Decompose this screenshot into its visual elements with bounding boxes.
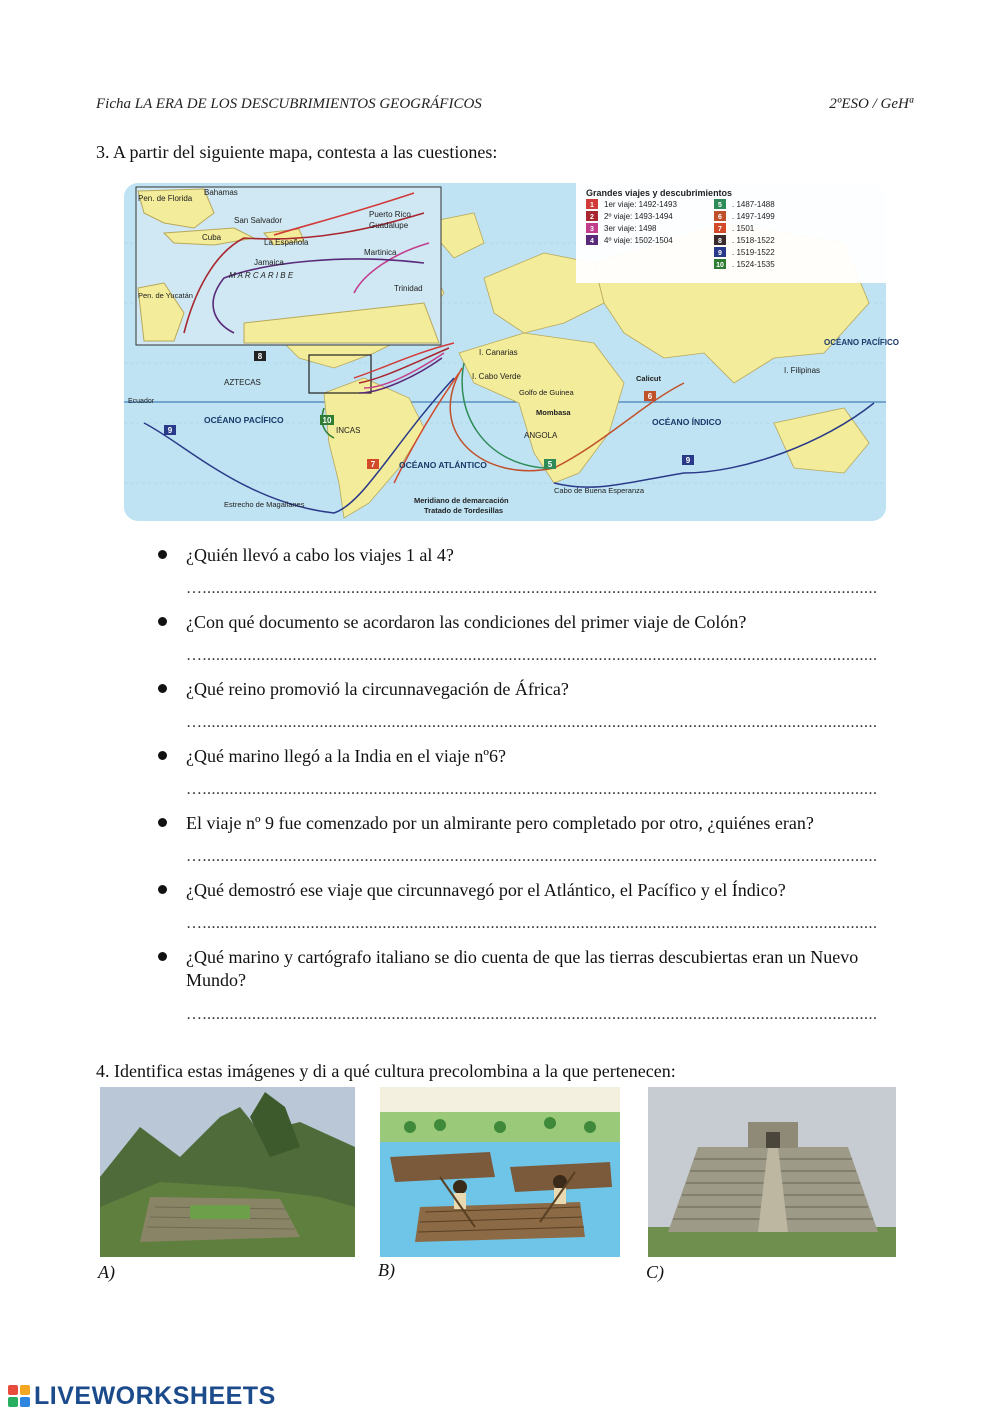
bullet-icon xyxy=(158,952,167,961)
question-text: ¿Qué reino promovió la circunnavegación de África? xyxy=(186,679,569,699)
map-label-jamaica: Jamaica xyxy=(254,258,284,267)
answer-line[interactable]: …...................................................................................................................................................... xyxy=(186,781,878,798)
legend-label: 3er viaje: 1498 xyxy=(604,224,657,233)
svg-text:8: 8 xyxy=(257,352,263,361)
map-label-oceano-atlantico: OCÉANO ATLÁNTICO xyxy=(399,460,487,470)
map-label-trinidad: Trinidad xyxy=(394,284,423,293)
map-label-oceano-pacifico-w: OCÉANO PACÍFICO xyxy=(204,415,284,425)
legend-number: 3 xyxy=(590,226,594,233)
map-label-martinica: Martinica xyxy=(364,248,397,257)
map-label-filipinas: I. Filipinas xyxy=(784,366,821,375)
question-text: El viaje nº 9 fue comenzado por un almirante pero completado por otro, ¿quiénes eran? xyxy=(186,813,814,833)
map-label-cabo-verde: I. Cabo Verde xyxy=(472,372,521,381)
legend-number: 2 xyxy=(590,214,594,221)
map-label-puerto-rico: Puerto Rico xyxy=(369,210,411,219)
map-label-ecuador: Ecuador xyxy=(128,398,155,405)
map-label-cuba: Cuba xyxy=(202,233,222,242)
legend-label: 1er viaje: 1492-1493 xyxy=(604,200,677,209)
map-label-florida: Pen. de Florida xyxy=(138,194,193,203)
legend-label: . 1524-1535 xyxy=(732,260,775,269)
map-label-san-salvador: San Salvador xyxy=(234,216,283,225)
section-4-title: 4. Identifica estas imágenes y di a qué cultura precolombina a la que pertenecen: xyxy=(96,1061,676,1081)
svg-text:7: 7 xyxy=(370,460,376,469)
image-c-chichen-itza xyxy=(648,1087,896,1257)
map-label-mar-caribe: M A R C A R I B E xyxy=(229,271,294,280)
map-label-tordesillas: Tratado de Tordesillas xyxy=(424,506,504,515)
legend-label: . 1519-1522 xyxy=(732,248,775,257)
question-text: ¿Con qué documento se acordaron las condiciones del primer viaje de Colón? xyxy=(186,612,747,632)
legend-label: . 1501 xyxy=(732,224,755,233)
voyages-map xyxy=(124,183,899,521)
map-label-calicut: Calicut xyxy=(636,374,662,383)
legend-label: . 1487-1488 xyxy=(732,200,775,209)
svg-text:10: 10 xyxy=(322,416,332,425)
svg-text:6: 6 xyxy=(647,392,653,401)
map-label-espanola: La Española xyxy=(264,238,309,247)
map-label-oceano-pacifico-e: OCÉANO PACÍFICO xyxy=(824,338,899,347)
map-label-cabo-esperanza: Cabo de Buena Esperanza xyxy=(554,486,645,495)
legend-number: 10 xyxy=(716,262,724,269)
answer-line[interactable]: …...................................................................................................................................................... xyxy=(186,647,878,664)
map-label-golfo-guinea: Golfo de Guinea xyxy=(519,388,574,397)
map-label-magallanes: Estrecho de Magallanes xyxy=(224,500,305,509)
document-header-course: 2ºESO / GeHª xyxy=(829,96,913,112)
question-text: ¿Qué marino llegó a la India en el viaje nº6? xyxy=(186,746,506,766)
bullet-icon xyxy=(158,550,167,559)
document-header-title: Ficha LA ERA DE LOS DESCUBRIMIENTOS GEOGRÁFICOS xyxy=(96,96,482,112)
legend-number: 4 xyxy=(590,238,594,245)
legend-number: 8 xyxy=(718,238,722,245)
map-legend-title: Grandes viajes y descubrimientos xyxy=(586,188,733,198)
liveworksheets-logo-icon xyxy=(8,1385,30,1407)
answer-line[interactable]: …...................................................................................................................................................... xyxy=(186,580,878,597)
legend-number: 1 xyxy=(590,202,594,209)
bullet-icon xyxy=(158,751,167,760)
svg-text:9: 9 xyxy=(685,456,691,465)
map-label-oceano-indico: OCÉANO ÍNDICO xyxy=(652,417,722,427)
map-label-angola: ANGOLA xyxy=(524,431,558,440)
answer-line[interactable]: …...................................................................................................................................................... xyxy=(186,1006,878,1023)
question-text: ¿Qué marino y cartógrafo italiano se dio cuenta de que las tierras descubiertas eran un Nuevo Mundo? xyxy=(186,947,859,990)
section-3-title: 3. A partir del siguiente mapa, contesta a las cuestiones: xyxy=(96,142,498,162)
map-label-mombasa: Mombasa xyxy=(536,408,571,417)
legend-label: . 1518-1522 xyxy=(732,236,775,245)
map-label-yucatan: Pen. de Yucatán xyxy=(138,291,193,300)
bullet-icon xyxy=(158,818,167,827)
answer-line[interactable]: …...................................................................................................................................................... xyxy=(186,915,878,932)
answer-line[interactable]: …...................................................................................................................................................... xyxy=(186,848,878,865)
question-text: ¿Quién llevó a cabo los viajes 1 al 4? xyxy=(186,545,454,565)
legend-number: 5 xyxy=(718,202,722,209)
map-label-aztecas: AZTECAS xyxy=(224,378,261,387)
image-b-chinampas xyxy=(380,1087,620,1257)
legend-label: 2º viaje: 1493-1494 xyxy=(604,212,673,221)
map-label-incas: INCAS xyxy=(336,426,361,435)
bullet-icon xyxy=(158,617,167,626)
image-a-machu-picchu xyxy=(100,1087,355,1257)
map-label-canarias: I. Canarias xyxy=(479,348,518,357)
map-label-guadalupe: Guadalupe xyxy=(369,221,409,230)
caption-c: C) xyxy=(646,1262,664,1282)
legend-label: . 1497-1499 xyxy=(732,212,775,221)
map-label-meridiano: Meridiano de demarcación xyxy=(414,496,509,505)
svg-text:5: 5 xyxy=(547,460,553,469)
liveworksheets-logo[interactable] xyxy=(8,1381,276,1411)
bullet-icon xyxy=(158,684,167,693)
bullet-icon xyxy=(158,885,167,894)
caption-b: B) xyxy=(378,1260,395,1280)
map-label-bahamas: Bahamas xyxy=(204,188,238,197)
liveworksheets-logo-text: LIVEWORKSHEETS xyxy=(34,1381,276,1410)
legend-number: 6 xyxy=(718,214,722,221)
legend-label: 4º viaje: 1502-1504 xyxy=(604,236,673,245)
answer-line[interactable]: …...................................................................................................................................................... xyxy=(186,714,878,731)
legend-number: 9 xyxy=(718,250,722,257)
caption-a: A) xyxy=(98,1262,115,1282)
legend-number: 7 xyxy=(718,226,722,233)
svg-text:9: 9 xyxy=(167,426,173,435)
question-text: ¿Qué demostró ese viaje que circunnavegó por el Atlántico, el Pacífico y el Índico? xyxy=(186,880,786,900)
